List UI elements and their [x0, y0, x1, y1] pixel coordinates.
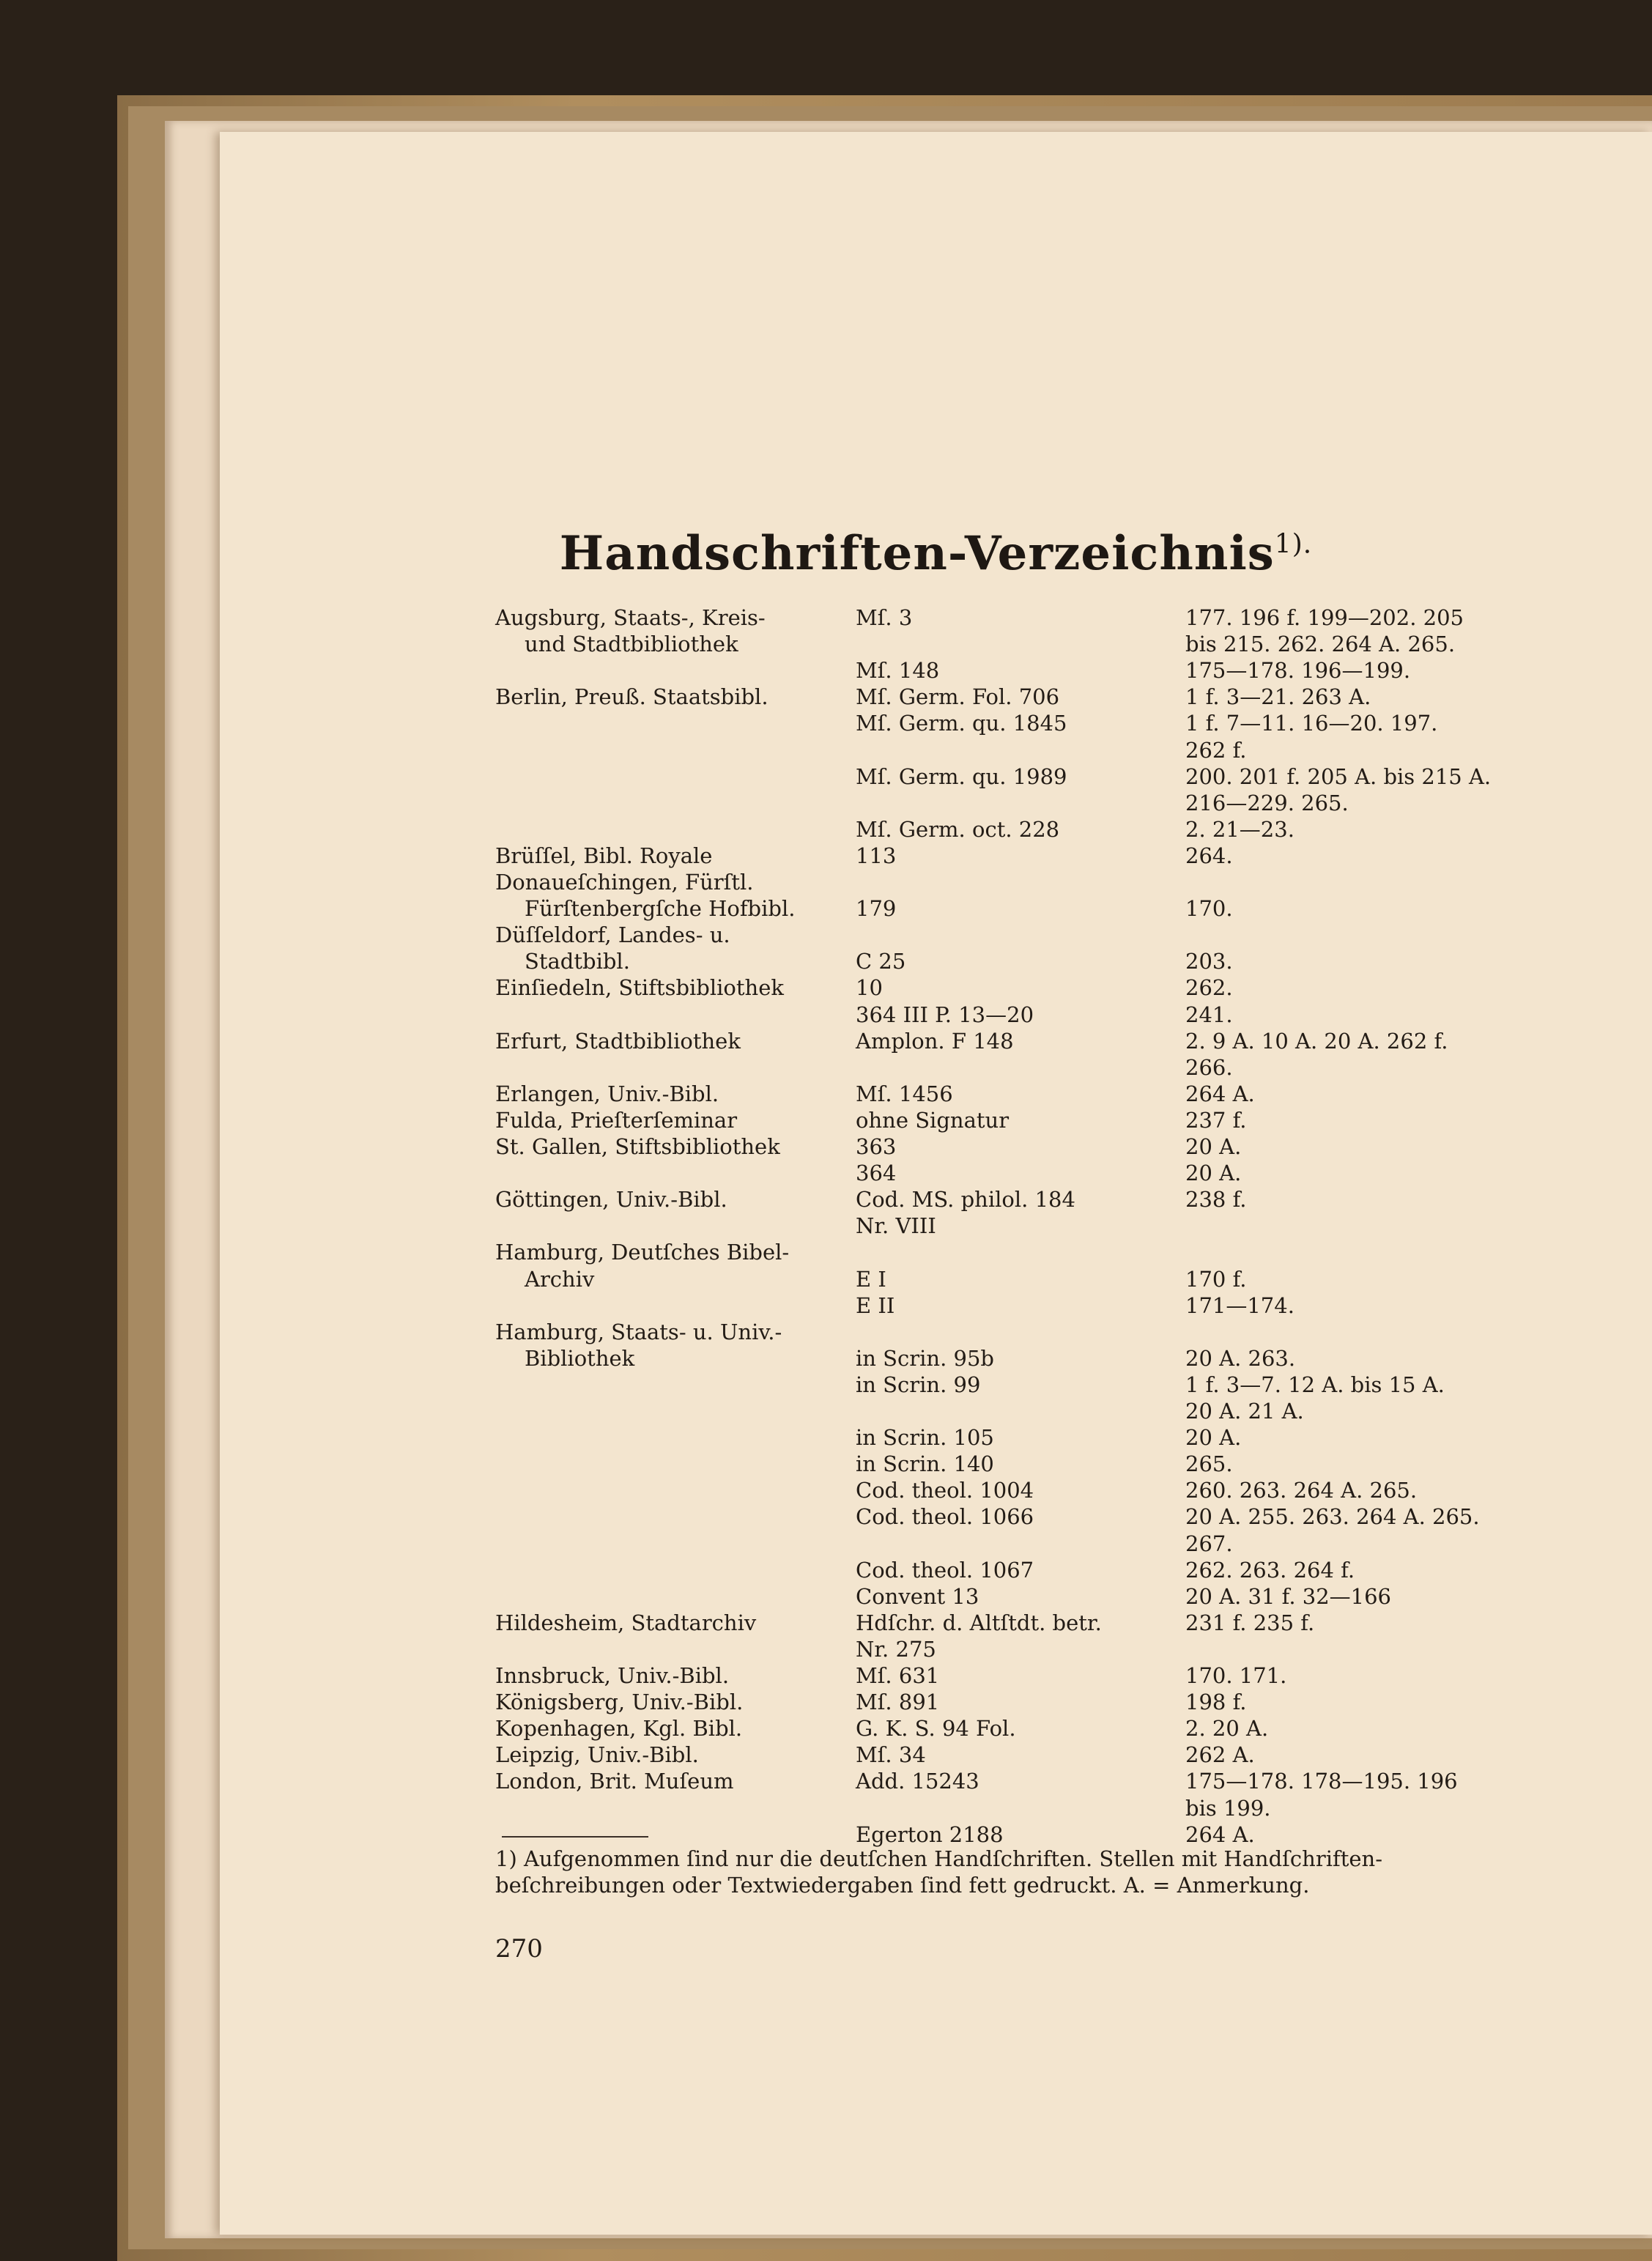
index-row: [220, 948, 1652, 974]
shelfmark-cell: Mſ. 3: [856, 605, 913, 630]
library-cell: Düſſeldorf, Landes- u.: [495, 922, 730, 948]
shelfmark-cell: Nr. 275: [856, 1636, 936, 1662]
shelfmark-cell: C 25: [856, 949, 906, 974]
library-cell: Königsberg, Univ.-Bibl.: [495, 1690, 744, 1715]
pages-cell: 1 f. 3—7. 12 A. bis 15 A.: [1185, 1372, 1445, 1397]
pages-cell: 241.: [1185, 1002, 1233, 1027]
pages-cell: 20 A.: [1185, 1134, 1242, 1159]
pages-cell: 200. 201 f. 205 A. bis 215 A.: [1185, 763, 1492, 789]
index-row: [220, 1557, 1652, 1583]
pages-cell: 177. 196 f. 199—202. 205: [1185, 605, 1464, 630]
shelfmark-cell: E II: [856, 1292, 895, 1318]
index-row: [220, 1081, 1652, 1107]
shelfmark-cell: 10: [856, 975, 883, 1001]
pages-cell: 20 A. 31 f. 32—166: [1185, 1583, 1392, 1609]
shelfmark-cell: Mſ. 34: [856, 1742, 926, 1768]
library-cell: London, Brit. Muſeum: [495, 1769, 734, 1794]
book-page: [220, 132, 1652, 2235]
library-cell: Leipzig, Univ.-Bibl.: [495, 1742, 699, 1768]
index-row: [220, 657, 1652, 684]
index-row: [220, 604, 1652, 631]
library-cell: Einſiedeln, Stiftsbibliothek: [495, 975, 784, 1001]
library-cell: Archiv: [525, 1266, 595, 1292]
pages-cell: 231 f. 235 f.: [1185, 1610, 1315, 1635]
library-cell: Berlin, Preuß. Staatsbibl.: [495, 684, 768, 710]
page-title: [220, 526, 1652, 581]
pages-cell: 20 A.: [1185, 1425, 1242, 1451]
index-row: [220, 684, 1652, 710]
index-row: [220, 1186, 1652, 1213]
pages-cell: 260. 263. 264 A. 265.: [1185, 1478, 1418, 1503]
pages-cell: 171—174.: [1185, 1292, 1294, 1318]
pages-cell: 264.: [1185, 843, 1233, 868]
pages-cell: 2. 20 A.: [1185, 1716, 1269, 1742]
pages-cell: 175—178. 196—199.: [1185, 658, 1411, 684]
pages-cell: bis 215. 262. 264 A. 265.: [1185, 632, 1456, 657]
shelfmark-cell: 113: [856, 843, 897, 868]
pages-cell: 20 A.: [1185, 1161, 1242, 1186]
shelfmark-cell: Mſ. Germ. oct. 228: [856, 816, 1060, 842]
index-row: [220, 1715, 1652, 1742]
shelfmark-cell: Mſ. 631: [856, 1663, 940, 1688]
title-footnote-marker: 1).: [1274, 529, 1313, 560]
index-row: [220, 869, 1652, 895]
index-row: [220, 1795, 1652, 1821]
shelfmark-cell: Mſ. Germ. qu. 1989: [856, 763, 1067, 789]
index-row: [220, 1213, 1652, 1239]
library-cell: Hamburg, Staats- u. Univ.-: [495, 1319, 782, 1344]
index-row: [220, 1451, 1652, 1477]
shelfmark-cell: Egerton 2188: [856, 1821, 1004, 1847]
pages-cell: 20 A. 21 A.: [1185, 1399, 1304, 1424]
index-row: [220, 1266, 1652, 1292]
index-row: [220, 737, 1652, 763]
pages-cell: 175—178. 178—195. 196: [1185, 1769, 1458, 1794]
index-row: [220, 1821, 1652, 1848]
shelfmark-cell: Nr. VIII: [856, 1213, 936, 1239]
shelfmark-cell: in Scrin. 105: [856, 1425, 994, 1451]
index-row: [220, 1503, 1652, 1530]
shelfmark-cell: Mſ. 1456: [856, 1081, 953, 1106]
library-cell: und Stadtbibliothek: [525, 632, 738, 657]
pages-cell: 20 A. 255. 263. 264 A. 265.: [1185, 1504, 1480, 1530]
library-cell: Kopenhagen, Kgl. Bibl.: [495, 1716, 743, 1742]
shelfmark-cell: Cod. theol. 1066: [856, 1504, 1034, 1530]
pages-cell: 238 f.: [1185, 1187, 1247, 1213]
index-row: [220, 1477, 1652, 1503]
index-row: [220, 1160, 1652, 1186]
pages-cell: 20 A. 263.: [1185, 1345, 1296, 1371]
footnote-rule: [502, 1836, 648, 1838]
shelfmark-cell: 179: [856, 896, 897, 922]
shelfmark-cell: E I: [856, 1266, 886, 1292]
index-row: [220, 1662, 1652, 1689]
shelfmark-cell: 363: [856, 1134, 897, 1159]
library-cell: Stadtbibl.: [525, 949, 630, 974]
pages-cell: 203.: [1185, 949, 1233, 974]
footnote-line-1: 1) Aufgenommen ſind nur die deutſchen Handſchriften. Stellen mit Handſchriften-: [495, 1846, 1382, 1871]
library-cell: St. Gallen, Stiftsbibliothek: [495, 1134, 780, 1159]
library-cell: Hildesheim, Stadtarchiv: [495, 1610, 757, 1635]
shelfmark-cell: Convent 13: [856, 1583, 979, 1609]
index-row: [220, 1002, 1652, 1028]
shelfmark-cell: in Scrin. 99: [856, 1372, 981, 1397]
pages-cell: bis 199.: [1185, 1795, 1271, 1821]
shelfmark-cell: Cod. theol. 1067: [856, 1557, 1034, 1583]
library-cell: Augsburg, Staats-, Kreis-: [495, 605, 766, 630]
index-row: [220, 895, 1652, 922]
library-cell: Innsbruck, Univ.-Bibl.: [495, 1663, 730, 1688]
shelfmark-cell: Mſ. Germ. Fol. 706: [856, 684, 1060, 710]
pages-cell: 170. 171.: [1185, 1663, 1287, 1688]
pages-cell: 170 f.: [1185, 1266, 1247, 1292]
index-row: [220, 1292, 1652, 1319]
index-row: [220, 1054, 1652, 1081]
index-row: [220, 1610, 1652, 1636]
index-row: [220, 1583, 1652, 1610]
library-cell: Fulda, Prieſterſeminar: [495, 1107, 738, 1133]
pages-cell: 266.: [1185, 1054, 1233, 1080]
index-row: [220, 763, 1652, 790]
pages-cell: 264 A.: [1185, 1821, 1255, 1847]
pages-cell: 262 A.: [1185, 1742, 1255, 1768]
index-row: [220, 1531, 1652, 1557]
shelfmark-cell: ohne Signatur: [856, 1107, 1010, 1133]
index-row: [220, 974, 1652, 1001]
index-row: [220, 1133, 1652, 1160]
pages-cell: 170.: [1185, 896, 1233, 922]
pages-cell: 1 f. 7—11. 16—20. 197.: [1185, 711, 1438, 736]
shelfmark-cell: Cod. MS. philol. 184: [856, 1187, 1075, 1213]
pages-cell: 264 A.: [1185, 1081, 1255, 1106]
index-row: [220, 1345, 1652, 1372]
index-row: [220, 1372, 1652, 1398]
footnote-line-2: beſchreibungen oder Textwiedergaben ſind fett gedruckt. A. = Anmerkung.: [495, 1873, 1310, 1898]
library-cell: Erlangen, Univ.-Bibl.: [495, 1081, 719, 1106]
shelfmark-cell: G. K. S. 94 Fol.: [856, 1716, 1016, 1742]
index-row: [220, 1239, 1652, 1265]
index-row: [220, 843, 1652, 869]
pages-cell: 1 f. 3—21. 263 A.: [1185, 684, 1371, 710]
index-row: [220, 631, 1652, 657]
index-row: [220, 1689, 1652, 1715]
shelfmark-cell: Cod. theol. 1004: [856, 1478, 1034, 1503]
index-row: [220, 922, 1652, 948]
shelfmark-cell: Amplon. F 148: [856, 1028, 1014, 1054]
index-row: [220, 710, 1652, 736]
shelfmark-cell: 364: [856, 1161, 897, 1186]
library-cell: Donaueſchingen, Fürſtl.: [495, 870, 754, 895]
pages-cell: 262. 263. 264 f.: [1185, 1557, 1355, 1583]
library-cell: Hamburg, Deutſches Bibel-: [495, 1240, 790, 1265]
library-cell: Brüſſel, Bibl. Royale: [495, 843, 713, 868]
title-text: Handschriften-Verzeichnis: [559, 526, 1275, 581]
index-row: [220, 1028, 1652, 1054]
index-row: [220, 1768, 1652, 1794]
index-row: [220, 816, 1652, 843]
shelfmark-cell: 364 III P. 13—20: [856, 1002, 1034, 1027]
pages-cell: 267.: [1185, 1531, 1233, 1556]
index-row: [220, 1636, 1652, 1662]
index-row: [220, 1319, 1652, 1345]
pages-cell: 198 f.: [1185, 1690, 1247, 1715]
shelfmark-cell: Add. 15243: [856, 1769, 979, 1794]
shelfmark-cell: in Scrin. 140: [856, 1451, 994, 1477]
pages-cell: 265.: [1185, 1451, 1233, 1477]
index-row: [220, 790, 1652, 816]
pages-cell: 216—229. 265.: [1185, 790, 1349, 815]
library-cell: Göttingen, Univ.-Bibl.: [495, 1187, 727, 1213]
index-row: [220, 1107, 1652, 1133]
pages-cell: 2. 9 A. 10 A. 20 A. 262 f.: [1185, 1028, 1448, 1054]
library-cell: Bibliothek: [525, 1345, 635, 1371]
index-row: [220, 1742, 1652, 1768]
shelfmark-cell: in Scrin. 95b: [856, 1345, 994, 1371]
index-row: [220, 1424, 1652, 1451]
pages-cell: 262 f.: [1185, 737, 1247, 763]
shelfmark-cell: Mſ. Germ. qu. 1845: [856, 711, 1067, 736]
library-cell: Erfurt, Stadtbibliothek: [495, 1028, 741, 1054]
pages-cell: 2. 21—23.: [1185, 816, 1294, 842]
library-cell: Fürſtenbergſche Hofbibl.: [525, 896, 796, 922]
pages-cell: 237 f.: [1185, 1107, 1247, 1133]
pages-cell: 262.: [1185, 975, 1233, 1001]
shelfmark-cell: Mſ. 148: [856, 658, 940, 684]
shelfmark-cell: Mſ. 891: [856, 1690, 940, 1715]
index-row: [220, 1398, 1652, 1424]
page-number: 270: [495, 1934, 543, 1964]
shelfmark-cell: Hdſchr. d. Altſtdt. betr.: [856, 1610, 1102, 1635]
